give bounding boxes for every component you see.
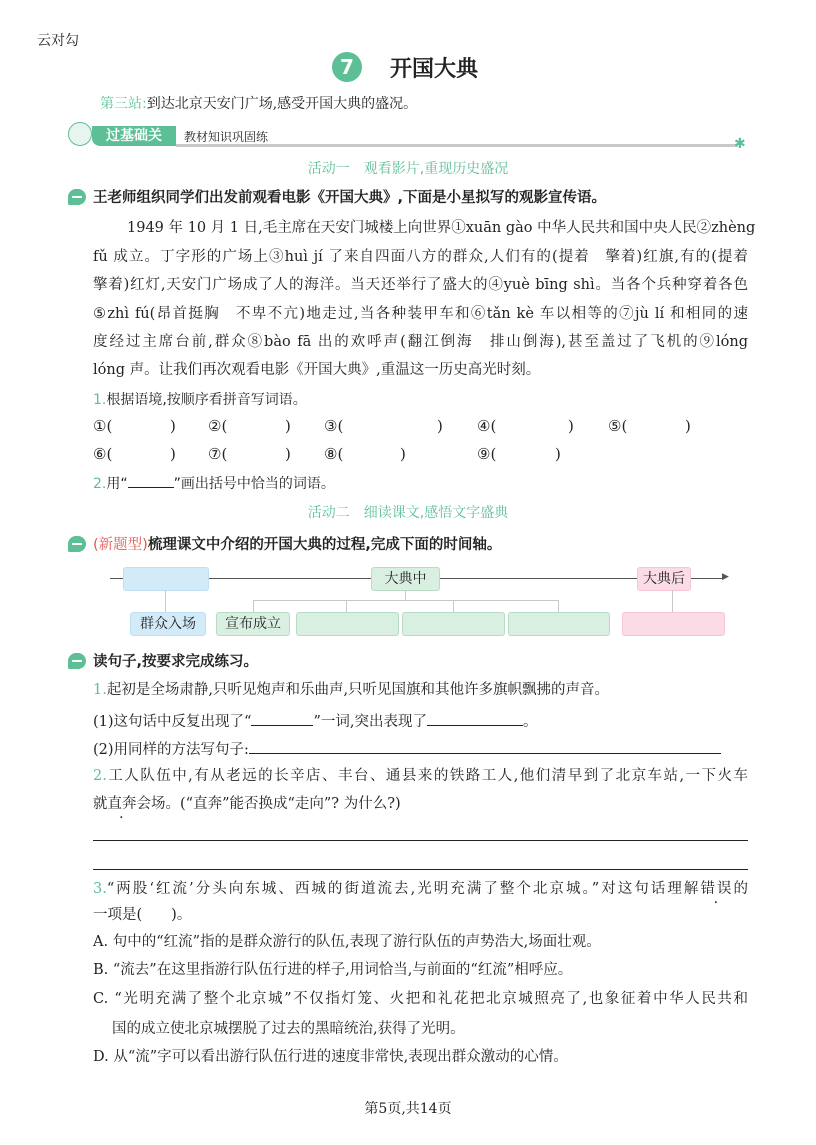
arrow-icon: ▶ bbox=[722, 572, 729, 582]
lesson-number-badge: 7 bbox=[332, 52, 362, 82]
option-d[interactable]: D. 从“流”字可以看出游行队伍行进的速度非常快,表现出群众激动的心情。 bbox=[93, 1049, 568, 1065]
activity1-title: 活动一 观看影片,重现历史盛况 bbox=[307, 161, 509, 177]
option-b[interactable]: B. “流去”在这里指游行队伍行进的样子,用词恰当,与前面的“红流”相呼应。 bbox=[93, 962, 573, 978]
page-footer: 第5页,共14页 bbox=[364, 1101, 452, 1117]
new-type-tag: (新题型) bbox=[93, 537, 148, 553]
option-c-cont: 国的成立使北京城摆脱了过去的黑暗统治,获得了光明。 bbox=[112, 1021, 465, 1037]
passage-line: lóng 声。让我们再次观看电影《开国大典》,重温这一历史高光时刻。 bbox=[93, 362, 541, 378]
banner-tag: 过基础关 bbox=[92, 126, 176, 146]
q3-s2-line1: 2.工人队伍中,有从老远的长辛店、丰台、通县来的铁路工人,他们清早到了北京车站,一下火车 bbox=[93, 768, 748, 784]
q3-s3-line1: 3.“两股‘红流’分头向东城、西城的街道流去,光明充满了整个北京城。”对这句话理解错误的 bbox=[93, 881, 748, 897]
answer-blank-3[interactable]: ③( bbox=[324, 417, 344, 435]
answer-blank-1[interactable]: ①( bbox=[93, 417, 113, 435]
q3-s1a: (1)这句话中反复出现了“ ”一词,突出表现了 。 bbox=[93, 710, 537, 731]
timeline-after-blank-box[interactable] bbox=[622, 612, 725, 636]
blank-word[interactable] bbox=[251, 711, 313, 726]
activity2-title: 活动二 细读课文,感悟文字盛典 bbox=[307, 505, 509, 521]
timeline-blank-box[interactable] bbox=[402, 612, 505, 636]
answer-blank-4[interactable]: ④( bbox=[477, 417, 497, 435]
q3-stem: 读句子,按要求完成练习。 bbox=[93, 654, 259, 670]
emphasis-dots: 错误 bbox=[700, 881, 734, 897]
q3-s3-line2: 一项是( )。 bbox=[93, 907, 192, 923]
passage-line: fǔ 成立。丁字形的广场上③huì jí 了来自四面八方的群众,人们有的(提着 擎着)红旗,有的(提着 bbox=[93, 249, 748, 265]
station-line bbox=[100, 93, 417, 113]
timeline-blank-box[interactable] bbox=[296, 612, 399, 636]
option-a[interactable]: A. 句中的“红流”指的是群众游行的队伍,表现了游行队伍的声势浩大,场面壮观。 bbox=[93, 934, 601, 950]
blank-meaning[interactable] bbox=[427, 711, 523, 726]
brand-label: 云对勾 bbox=[37, 33, 79, 49]
q1-sub2: 2.用“ ”画出括号中恰当的词语。 bbox=[93, 473, 335, 493]
passage-line: 擎着)红灯,天安门广场成了人的海洋。当天还举行了盛大的④yuè bīng shì。当各个兵种穿着各色 bbox=[93, 277, 748, 293]
passage-line: 1949 年 10 月 1 日,毛主席在天安门城楼上向世界①xuān gào 中华人民共和国中央人民②zhèng bbox=[127, 220, 756, 236]
q2-stem: (新题型)梳理课文中介绍的开国大典的过程,完成下面的时间轴。 bbox=[93, 537, 502, 553]
answer-line[interactable] bbox=[93, 869, 748, 870]
answer-blank-6[interactable]: ⑥( bbox=[93, 445, 113, 463]
option-c[interactable]: C. “光明充满了整个北京城”不仅指灯笼、火把和礼花把北京城照亮了,也象征着中华人民共和 bbox=[93, 991, 748, 1007]
timeline-declare-label: 宣布成立 bbox=[216, 612, 290, 636]
timeline-crowd-label: 群众入场 bbox=[130, 612, 206, 636]
answer-blank-8[interactable]: ⑧( bbox=[324, 445, 344, 463]
timeline-after-label: 大典后 bbox=[637, 567, 691, 591]
q1-stem: 王老师组织同学们出发前观看电影《开国大典》,下面是小星拟写的观影宣传语。 bbox=[93, 190, 607, 206]
q2-bullet-icon bbox=[68, 536, 86, 552]
timeline-before-box[interactable] bbox=[123, 567, 209, 591]
q1-bullet-icon bbox=[68, 189, 86, 205]
answer-blank-2[interactable]: ②( bbox=[208, 417, 228, 435]
banner-logo-icon bbox=[68, 122, 92, 146]
q3-s1b: (2)用同样的方法写句子: bbox=[93, 738, 721, 759]
passage-line: ⑤zhì fú(昂首挺胸 不卑不亢)地走过,当各种装甲车和⑥tǎn kè 车以相等的⑦jù lí 和相同的速 bbox=[93, 306, 748, 322]
passage-line: 度经过主席台前,群众⑧bào fā 出的欢呼声(翻江倒海 排山倒海),甚至盖过了飞机的⑨lóng bbox=[93, 334, 748, 350]
station-text: 到达北京天安门广场,感受开国大典的盛况。 bbox=[146, 96, 418, 112]
banner-subtitle: 教材知识巩固练 bbox=[184, 130, 269, 144]
timeline-during-label: 大典中 bbox=[371, 567, 440, 591]
worksheet-page: 云对勾 7 开国大典 第三站:到达北京天安门广场,感受开国大典的盛况。 过基础关 教材知识巩固练 ✱ 活动一 观看影片,重现历史盛况 王老师组织同学们出发前观看电影《开国大典》,下面是小星拟写的观影宣传语。 1949 年 10 月 1 日,毛主席在天安门城楼上向世界①xuān gào 中华人民共和国中央人民②zhèng fǔ 成立。丁字形的广场上③huì jí 了来自四面八方的群众,人们有的(提着 擎着)红旗,有的(提着 擎着)红灯,天安门广场成了人的海洋。当天还举行了盛大的④yuè bīng shì。当各个兵种穿着各色 ⑤zhì fú(昂首挺胸 不卑不亢)地走过,当各种装甲车和⑥tǎn kè 车以相等的⑦jù lí 和相同的速 度经过主席台前,群众⑧bào fā 出的欢呼声(翻江倒海 排山倒海),甚至盖过了飞机的⑨lóng lóng 声。让我们再次观看电影《开国大典》,重温这一历史高光时刻。 1.根据语境,按顺序看拼音写词语。 ①( ) ②( ) ③( ) ④( ) ⑤( ) ⑥( ) ⑦( ) ⑧( ) ⑨( ) 2.用“ ”画出括号中恰当的词语。 活动二 细读课文,感悟文字盛典 (新题型)梳理课文中介绍的开国大典的过程,完成下面的时间轴。 ▶ 大典中 大典后 群众入场 宣布成立 读句子,按要求完成练习。 1.起初是全场肃静,只听见炮声和乐曲声,只听见国旗和其他许多旗帜飘拂的声音。 (1)这句话中反复出现了“ ”一词,突出表现了 。 (2)用同样的方法写句子: 2.工人队伍中,有从老远的长辛店、丰台、通县来的铁路工人,他们清早到了北京车站,一下火车 就直奔会场。(“直奔”能否换成“走向”? 为什么?) 3.“两股‘红流’分头向东城、西城的街道流去,光明充满了整个北京城。”对这句话理解错误的 一项是( )。 A. 句中的“红流”指的是群众游行的队伍,表现了游行队伍的声势浩大,场面壮观。 B. “流去”在这里指游行队伍行进的样子,用词恰当,与前面的“红流”相呼应。 C. “光明充满了整个北京城”不仅指灯笼、火把和礼花把北京城照亮了,也象征着中华人民共和 国的成立使北京城摆脱了过去的黑暗统治,获得了光明。 D. 从“流”字可以看出游行队伍行进的速度非常快,表现出群众激动的心情。 第5页,共14页 bbox=[0, 0, 816, 1145]
station-label: 第三站: bbox=[100, 96, 147, 112]
answer-blank-9[interactable]: ⑨( bbox=[477, 445, 497, 463]
page-title: 开国大典 bbox=[390, 57, 479, 82]
banner-rule bbox=[176, 144, 738, 147]
answer-line[interactable] bbox=[93, 840, 748, 841]
star-icon: ✱ bbox=[734, 136, 746, 152]
answer-blank-5[interactable]: ⑤( bbox=[608, 417, 628, 435]
q3-s1: 1.起初是全场肃静,只听见炮声和乐曲声,只听见国旗和其他许多旗帜飘拂的声音。 bbox=[93, 682, 610, 698]
q1-sub1: 1.根据语境,按顺序看拼音写词语。 bbox=[93, 392, 307, 408]
emphasis-dots: 直奔 bbox=[107, 796, 137, 812]
blank-sentence[interactable] bbox=[249, 739, 721, 754]
q3-bullet-icon bbox=[68, 653, 86, 669]
timeline-blank-box[interactable] bbox=[508, 612, 610, 636]
q3-s2-line2: 就直奔会场。(“直奔”能否换成“走向”? 为什么?) bbox=[93, 796, 401, 812]
answer-blank-7[interactable]: ⑦( bbox=[208, 445, 228, 463]
